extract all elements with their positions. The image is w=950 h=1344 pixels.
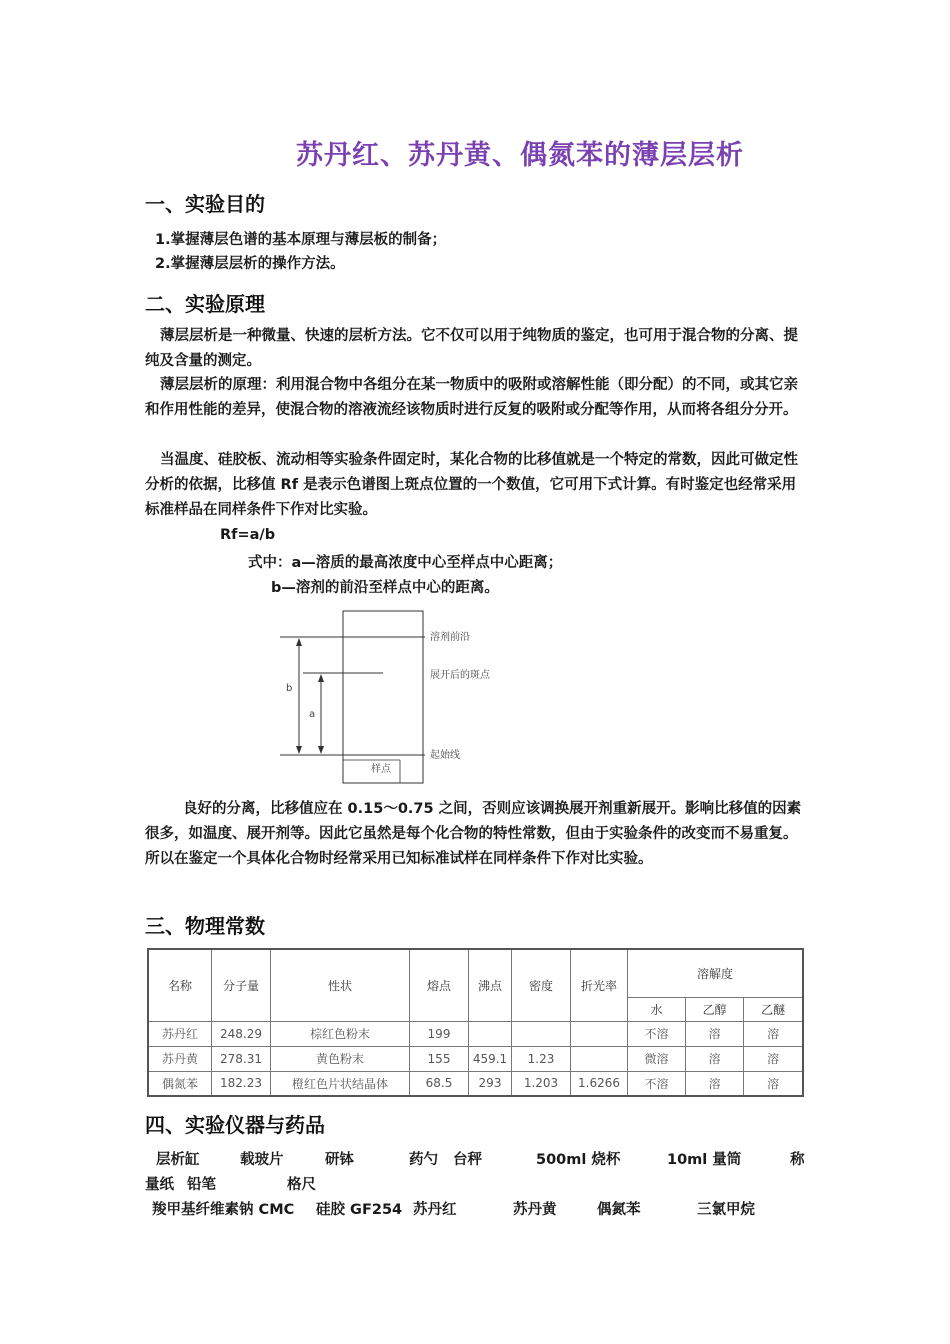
list-item: 药勺	[409, 1152, 438, 1168]
list-item: 苏丹黄	[513, 1202, 557, 1218]
header-appearance: 性状	[271, 949, 410, 1021]
table-cell: 199	[410, 1021, 469, 1046]
table-cell	[512, 1021, 571, 1046]
list-item: 羧甲基纤维素钠 CMC	[152, 1202, 295, 1218]
section-heading-purpose: 一、实验目的	[145, 192, 265, 216]
table-cell: 1.203	[512, 1071, 571, 1096]
header-bp: 沸点	[469, 949, 512, 1021]
a-arrow-head-bottom	[318, 746, 324, 754]
header-name: 名称	[148, 949, 212, 1021]
table-cell: 溶	[686, 1046, 744, 1071]
a-arrow-head-top	[318, 674, 324, 682]
header-ethanol: 乙醇	[686, 997, 744, 1021]
table-cell: 293	[469, 1071, 512, 1096]
table-cell: 偶氮苯	[148, 1071, 212, 1096]
table-row	[148, 1046, 803, 1071]
header-solubility: 溶解度	[628, 949, 804, 997]
list-item: 500ml 烧杯	[536, 1152, 621, 1168]
formula-where-a: 式中：a—溶质的最高浓度中心至样点中心距离；	[248, 555, 563, 571]
table-cell: 微溶	[628, 1046, 686, 1071]
table-cell: 182.23	[212, 1071, 271, 1096]
table-cell	[571, 1046, 628, 1071]
label-start-line: 起始线	[430, 750, 460, 761]
table-cell: 溶	[686, 1021, 744, 1046]
table-cell: 黄色粉末	[271, 1046, 410, 1071]
label-a: a	[309, 709, 316, 720]
table-cell	[571, 1021, 628, 1046]
table-cell: 1.6266	[571, 1071, 628, 1096]
table-cell: 278.31	[212, 1046, 271, 1071]
list-item: 偶氮苯	[597, 1202, 641, 1218]
label-solvent-front: 溶剂前沿	[430, 632, 470, 643]
purpose-item-1: 1.掌握薄层色谱的基本原理与薄层板的制备；	[155, 232, 447, 248]
b-arrow-head-bottom	[296, 746, 302, 754]
table-cell: 苏丹黄	[148, 1046, 212, 1071]
table-cell: 459.1	[469, 1046, 512, 1071]
list-item: 格尺	[287, 1177, 316, 1193]
principle-paragraph-4: 良好的分离，比移值应在 0.15～0.75 之间，否则应该调换展开剂重新展开。影响比移值的因素很多，如温度、展开剂等。因此它虽然是每个化合物的特性常数，但由于实验条件的改变而不易重复。所以在鉴定一个具体化合物时经常采用已知标准试样在同样条件下作对比实验。	[145, 801, 802, 867]
header-water: 水	[628, 997, 686, 1021]
label-developed-spot: 展开后的斑点	[430, 670, 490, 681]
table-cell: 溶	[686, 1071, 744, 1096]
header-mp: 熔点	[410, 949, 469, 1021]
list-item: 载玻片	[240, 1152, 284, 1168]
list-item: 量纸	[145, 1177, 174, 1193]
list-item: 硅胶 GF254	[316, 1202, 403, 1218]
table-cell: 橙红色片状结晶体	[271, 1071, 410, 1096]
section-heading-constants: 三、物理常数	[145, 914, 265, 938]
header-refractive: 折光率	[571, 949, 628, 1021]
formula-where-b: b—溶剂的前沿至样点中心的距离。	[271, 580, 499, 596]
purpose-item-2: 2.掌握薄层层析的操作方法。	[155, 256, 345, 272]
table-cell: 棕红色粉末	[271, 1021, 410, 1046]
list-item: 台秤	[453, 1152, 482, 1168]
table-row	[148, 1071, 803, 1096]
table-cell: 248.29	[212, 1021, 271, 1046]
header-ether: 乙醚	[744, 997, 803, 1021]
table-cell: 不溶	[628, 1071, 686, 1096]
label-sample: 样点	[371, 764, 391, 775]
header-mw: 分子量	[212, 949, 271, 1021]
section-heading-instruments: 四、实验仪器与药品	[145, 1113, 325, 1137]
list-item: 研钵	[325, 1152, 354, 1168]
principle-paragraph-2: 薄层层析的原理：利用混合物中各组分在某一物质中的吸附或溶解性能（即分配）的不同，或其它亲和作用性能的差异，使混合物的溶液流经该物质时进行反复的吸附或分配等作用，从而将各组分分开。	[145, 377, 798, 418]
principle-paragraph-1: 薄层层析是一种微量、快速的层析方法。它不仅可以用于纯物质的鉴定，也可用于混合物的分离、提纯及含量的测定。	[145, 328, 798, 369]
list-item: 层析缸	[156, 1152, 200, 1168]
header-density: 密度	[512, 949, 571, 1021]
table-cell: 溶	[744, 1071, 803, 1096]
tlc-plate-diagram	[275, 605, 515, 790]
list-item: 铅笔	[187, 1177, 216, 1193]
list-item: 苏丹红	[413, 1202, 457, 1218]
label-b: b	[286, 683, 293, 694]
table-cell: 溶	[744, 1021, 803, 1046]
rf-formula: Rf=a/b	[220, 527, 276, 543]
page-title: 苏丹红、苏丹黄、偶氮苯的薄层层析	[296, 140, 744, 171]
list-item: 称	[790, 1152, 805, 1168]
section-heading-principle: 二、实验原理	[145, 292, 265, 316]
table-cell: 苏丹红	[148, 1021, 212, 1046]
list-item: 10ml 量筒	[667, 1152, 742, 1168]
table-cell: 不溶	[628, 1021, 686, 1046]
list-item: 三氯甲烷	[697, 1202, 755, 1218]
table-cell: 155	[410, 1046, 469, 1071]
principle-paragraph-3: 当温度、硅胶板、流动相等实验条件固定时，某化合物的比移值就是一个特定的常数，因此可做定性分析的依据，比移值 Rf 是表示色谱图上斑点位置的一个数值，它可用下式计算。有时鉴定也经常采用标准样品在同样条件下作对比实验。	[145, 452, 798, 518]
physical-constants-table	[147, 948, 804, 1097]
b-arrow-head-top	[296, 638, 302, 646]
table-row	[148, 1021, 803, 1046]
table-cell: 1.23	[512, 1046, 571, 1071]
table-cell: 溶	[744, 1046, 803, 1071]
table-cell: 68.5	[410, 1071, 469, 1096]
table-cell	[469, 1021, 512, 1046]
